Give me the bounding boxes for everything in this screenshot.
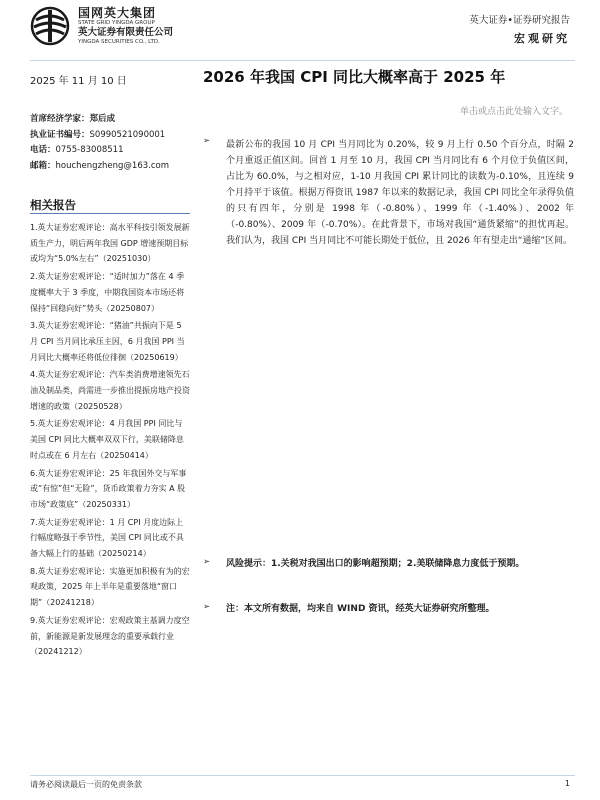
phone-label: 电话： — [30, 145, 56, 155]
economist-label: 首席经济学家： — [30, 114, 90, 124]
company-name-cn: 国网英大集团 — [78, 6, 157, 20]
phone-row — [30, 143, 190, 159]
subsidiary-name-en: YINGDA SECURITIES CO., LTD. — [78, 39, 160, 45]
report-title: 2026 年我国 CPI 同比大概率高于 2025 年 — [203, 68, 506, 86]
related-report-item[interactable]: 6.英大证券宏观评论：25 年我国外交与军事或“有惊”但“无险”，货币政策着力夯实 A 股市场“政策底”（20250331） — [30, 468, 187, 509]
page-header — [0, 0, 600, 62]
bullet-arrow-icon: ➢ — [203, 557, 211, 567]
related-report-item[interactable]: 3.英大证券宏观评论：“猪油”共振向下是 5 月 CPI 当月同比承压主因，6 月我国 PPI 当月同比大概率还将低位徘徊（20250619） — [30, 321, 185, 362]
related-report-item[interactable]: 5.英大证券宏观评论：4 月我国 PPI 同比与美国 CPI 同比大概率双双下行，美联储降息时点或在 6 月左右（20250414） — [30, 419, 184, 460]
bullet-arrow-icon: ➢ — [203, 602, 211, 612]
report-date: 2025 年 11 月 10 日 — [30, 76, 127, 87]
cert-label: 执业证书编号： — [30, 129, 90, 140]
related-reports-divider — [30, 213, 190, 214]
subsidiary-name-cn: 英大证券有限责任公司 — [78, 27, 174, 38]
report-type: 英大证券•证券研究报告 — [469, 15, 570, 26]
related-reports-title: 相关报告 — [30, 198, 76, 212]
risk-warning: 风险提示：1.关税对我国出口的影响超预期；2.美联储降息力度低于预期。 — [226, 559, 525, 569]
email-address[interactable]: houchengzheng@163.com — [55, 160, 170, 171]
email-label: 邮箱： — [30, 160, 56, 171]
economist-row — [30, 112, 190, 128]
footer-divider — [30, 775, 575, 776]
related-report-item[interactable]: 4.英大证券宏观评论：汽车类消费增速领先石油及制品类，尚需进一步推出提振房地产投资增速的政策（20250528） — [30, 370, 190, 411]
header-right — [469, 14, 570, 47]
summary-paragraph: 最新公布的我国 10 月 CPI 当月同比为 0.20%，较 9 月上行 0.50 个百分点，时隔 2 个月重返正值区间。回首 1 月至 10 月，我国 CPI 当月同比有 6 个月位于负值区间，占比为 60.0%，与之相对应，1-10 月我国 CPI 累计同比的读数为-0.10%，且连续 9 个月持平于该值。根据万得资讯 1987 年以来的数据记录，我国 CPI 同比全年录得负值的只有四年，分别是 1998 年（-0.80%）、1999 年（-1.40%）、2002 年（-0.80%）、2009 年（-0.70%）。在此背景下，市场对我国“通货紧缩”的担忧再起。我们认为，我国 CPI 当月同比不可能长期处于低位，且 2026 年有望走出“通缩”区间。 — [226, 140, 574, 246]
analyst-contact — [30, 112, 190, 174]
header-divider — [30, 60, 575, 61]
company-name-en: STATE GRID YINGDA GROUP — [78, 20, 155, 26]
brand-block — [78, 6, 248, 46]
related-report-item[interactable]: 8.英大证券宏观评论：实施更加积极有为的宏观政策，2025 年上半年是重要落地“窗口期”（20241218） — [30, 566, 190, 608]
cert-row — [30, 128, 190, 144]
page-number: 1 — [564, 779, 570, 788]
phone-number: 0755-83008511 — [55, 145, 124, 155]
related-reports-list — [30, 220, 190, 662]
report-category: 宏观研究 — [514, 32, 570, 45]
footer-disclaimer: 请务必阅读最后一页的免责条款 — [30, 780, 142, 789]
email-row — [30, 159, 190, 175]
data-source-note: 注：本文所有数据，均来自 WIND 资讯，经英大证券研究所整理。 — [226, 604, 495, 614]
state-grid-logo-icon — [30, 6, 70, 46]
related-report-item[interactable]: 2.英大证券宏观评论：“适时加力”落在 4 季度概率大于 3 季度，中期我国资本市场还将保持“回稳向好”势头（20250807） — [30, 272, 185, 313]
related-report-item[interactable]: 9.英大证券宏观评论：宏观政策主基调力度空前，新能源是新发展理念的重要承载行业（20241212） — [30, 615, 190, 657]
cert-number: S0990521090001 — [89, 129, 166, 140]
related-report-item[interactable]: 7.英大证券宏观评论：1 月 CPI 月度边际上行幅度略强于季节性，美国 CPI 同比或不具备大幅上行的基础（20250214） — [30, 517, 184, 559]
related-report-item[interactable]: 1.英大证券宏观评论：高水平科技引领发展新质生产力，明后两年我国 GDP 增速预期目标或均为“5.0%左右”（20251030） — [30, 223, 190, 264]
bullet-arrow-icon: ➢ — [203, 136, 211, 146]
placeholder-text-field[interactable]: 单击或点击此处输入文字。 — [459, 107, 568, 117]
economist-name: 郑后成 — [89, 114, 116, 124]
